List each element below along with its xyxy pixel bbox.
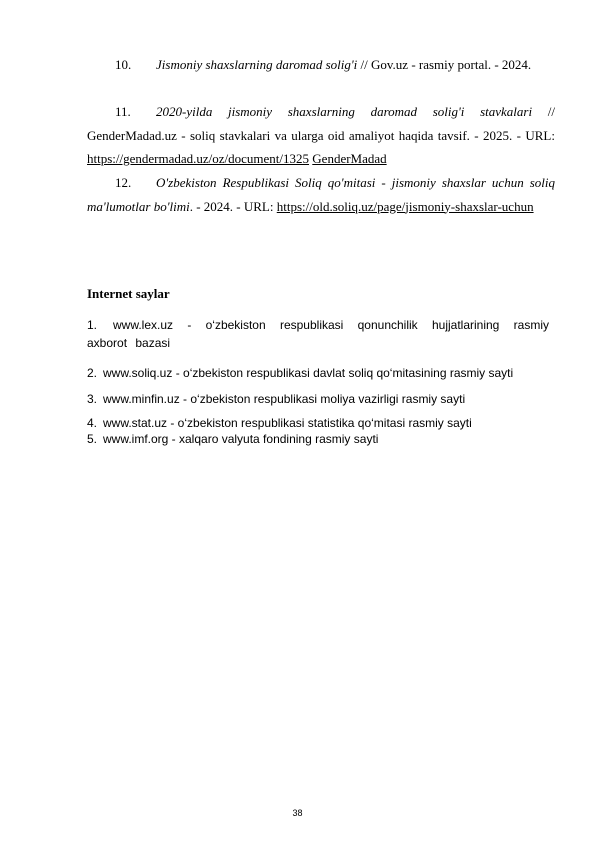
site-number: 4.: [87, 416, 98, 430]
page-number: 38: [292, 808, 303, 818]
internet-sites-heading: Internet saylar: [87, 286, 170, 301]
reference-title: 2020-yilda jismoniy shaxslarning daromad solig'i stavkalari: [156, 104, 533, 119]
reference-item-11: [87, 100, 555, 171]
site-text: www.imf.org - xalqaro valyuta fondining rasmiy sayti: [103, 432, 379, 446]
site-number: 3.: [87, 392, 98, 406]
site-item-3: [87, 390, 549, 408]
reference-url-link[interactable]: https://gendermadad.uz/oz/document/1325: [87, 151, 310, 166]
reference-item-12: [87, 171, 555, 218]
site-text: www.minfin.uz - o‘zbekiston respublikasi moliya vazirligi rasmiy sayti: [103, 392, 466, 406]
reference-title: O'zbekiston Respublikasi Soliq qo'mitasi - jismoniy shaxslar uchun soliq ma'lumotlar bo'limi: [87, 175, 555, 214]
site-number: 1.: [87, 318, 98, 332]
reference-source: // Gov.uz - rasmiy portal. - 2024.: [357, 57, 532, 72]
site-text: www.stat.uz - o‘zbekiston respublikasi statistika qo‘mitasi rasmiy sayti: [103, 416, 472, 430]
site-number: 2.: [87, 366, 98, 380]
reference-number: 10.: [115, 57, 132, 72]
reference-number: 12.: [115, 175, 132, 190]
site-text: www.lex.uz - o‘zbekiston respublikasi qonunchilik hujjatlarining rasmiy axborot bazasi: [87, 318, 549, 350]
reference-title: Jismoniy shaxslarning daromad solig'i: [156, 57, 358, 72]
reference-url-link[interactable]: https://old.soliq.uz/page/jismoniy-shaxslar-uchun: [276, 198, 534, 214]
reference-number: 11.: [115, 104, 131, 119]
gendermadad-link[interactable]: GenderMadad: [312, 151, 387, 166]
site-item-1: [87, 316, 549, 352]
reference-source: . - 2024. - URL:: [189, 198, 277, 214]
site-number: 5.: [87, 432, 98, 446]
site-text: www.soliq.uz - o‘zbekiston respublikasi davlat soliq qo‘mitasining rasmiy sayti: [103, 366, 514, 380]
site-item-2: [87, 364, 549, 382]
reference-source: // GenderMadad.uz - soliq stavkalari va ularga oid amaliyot haqida tavsif. - 2025. - URL:: [87, 104, 555, 143]
reference-item-10: [87, 53, 555, 77]
site-item-5: [87, 430, 549, 448]
